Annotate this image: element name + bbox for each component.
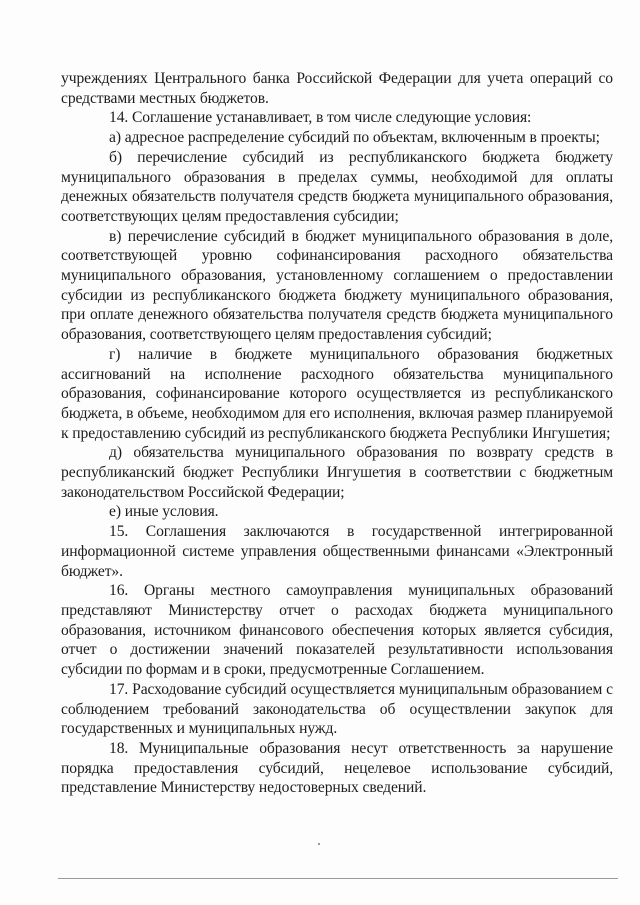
paragraph-14-e: е) иные условия.	[109, 503, 219, 521]
paragraph-17: 17. Расходование субсидий осуществляется муниципальным образованием с соблюдением требований законодательства об осуществлении закупок для государственных и муниципальных нужд.	[61, 680, 613, 738]
scan-edge-line	[58, 878, 618, 879]
paragraph-14-d: д) обязательства муниципального образования по возврату средств в республиканский бюджет Республики Ингушетия в соответствии с бюджетным законодательством Российской Федерации;	[61, 444, 613, 501]
paragraph-16: 16. Органы местного самоуправления муниципальных образований представляют Министерству отчет о расходах бюджета муниципального образования, источником финансового обеспечения которых является субсидия, отчет о достижении значений показателей результативности использования субсидии по формам и в сроки, предусмотренные Соглашением.	[61, 582, 613, 679]
paragraph-continuation: учреждениях Центрального банка Российской Федерации для учета операций со средствами местных бюджетов.	[61, 70, 613, 107]
paragraph-14-g: г) наличие в бюджете муниципального образования бюджетных ассигнований на исполнение расходного обязательства муниципального образования, софинансирование которого осуществляется из республиканского бюджета, в объеме, необходимом для его исполнения, включая размер планируемой к предоставлению субсидий из республиканского бюджета Республики Ингушетия;	[61, 345, 613, 442]
scan-speck	[318, 843, 320, 845]
paragraph-14-v: в) перечисление субсидий в бюджет муниципального образования в доле, соответствующей уровню софинансирования расходного обязательства муниципального образования, установленному соглашением о предоставлении субсидии из республиканского бюджета бюджету муниципального образования, при оплате денежного обязательства получателя средств бюджета муниципального образования, соответствующего целям предоставления субсидий;	[61, 227, 613, 344]
paragraph-14-b: б) перечисление субсидий из республиканского бюджета бюджету муниципального образования в пределах суммы, необходимой для оплаты денежных обязательств получателя средств бюджета муниципального образования, соответствующих целям предоставления субсидии;	[61, 148, 613, 225]
document-body	[61, 69, 613, 798]
paragraph-14: 14. Соглашение устанавливает, в том числе следующие условия:	[109, 109, 532, 127]
paragraph-14-a: а) адресное распределение субсидий по объектам, включенным в проекты;	[109, 129, 600, 147]
paragraph-15: 15. Соглашения заключаются в государственной интегрированной информационной системе управления общественными финансами «Электронный бюджет».	[61, 523, 613, 580]
paragraph-18: 18. Муниципальные образования несут ответственность за нарушение порядка предоставления субсидий, нецелевое использование субсидий, представление Министерству недостоверных сведений.	[61, 739, 613, 797]
